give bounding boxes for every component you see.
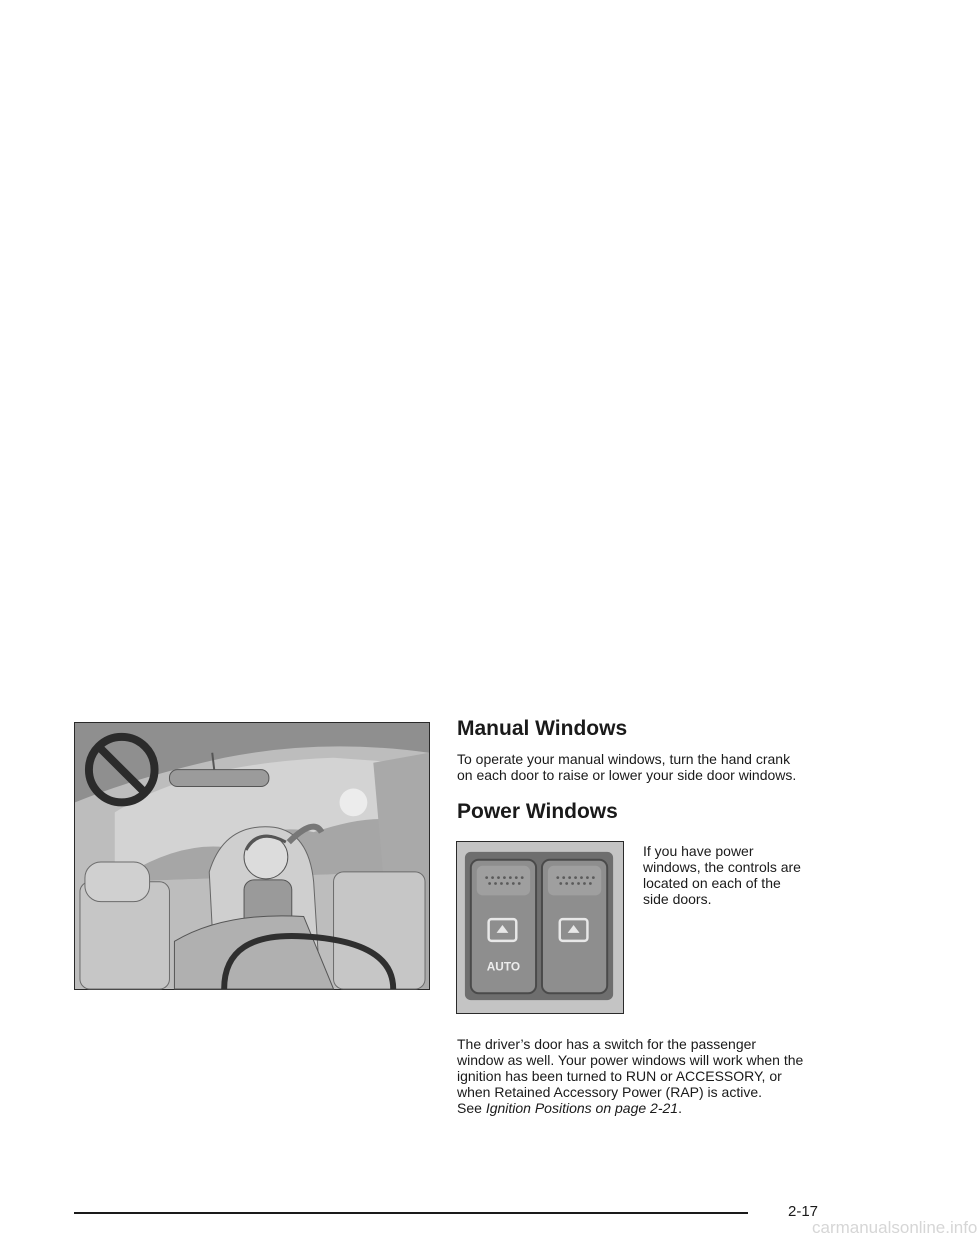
page-number: 2-17: [788, 1203, 819, 1220]
watermark: carmanualsonline.info: [812, 1218, 977, 1237]
child-in-car-illustration: [74, 722, 430, 990]
see-reference-line: [457, 1100, 803, 1116]
manual-windows-heading: Manual Windows: [457, 717, 628, 740]
see-suffix: .: [678, 1100, 682, 1116]
power-window-switch-photo: [456, 841, 624, 1014]
manual-windows-text: [457, 751, 796, 783]
text-line: ignition has been turned to RUN or ACCESSORY, or: [457, 1068, 782, 1084]
text-line: side doors.: [643, 891, 712, 907]
see-prefix: See: [457, 1100, 486, 1116]
text-line: on each door to raise or lower your side door windows.: [457, 767, 797, 783]
text-line: The driver’s door has a switch for the passenger: [457, 1036, 757, 1052]
text-line: To operate your manual windows, turn the hand crank: [457, 751, 791, 767]
text-line: If you have power: [643, 843, 754, 859]
auto-label: AUTO: [486, 959, 521, 974]
power-windows-intro-text: [643, 843, 801, 907]
text-line: window as well. Your power windows will work when the: [457, 1052, 804, 1068]
footer-rule: [74, 1212, 748, 1214]
text-line: located on each of the: [643, 875, 781, 891]
text-line: when Retained Accessory Power (RAP) is active.: [457, 1084, 763, 1100]
text-line: windows, the controls are: [643, 859, 801, 875]
cross-reference-link[interactable]: Ignition Positions on page 2-21: [485, 1100, 679, 1116]
power-windows-heading: Power Windows: [457, 800, 618, 823]
power-windows-body-text: [457, 1036, 803, 1116]
